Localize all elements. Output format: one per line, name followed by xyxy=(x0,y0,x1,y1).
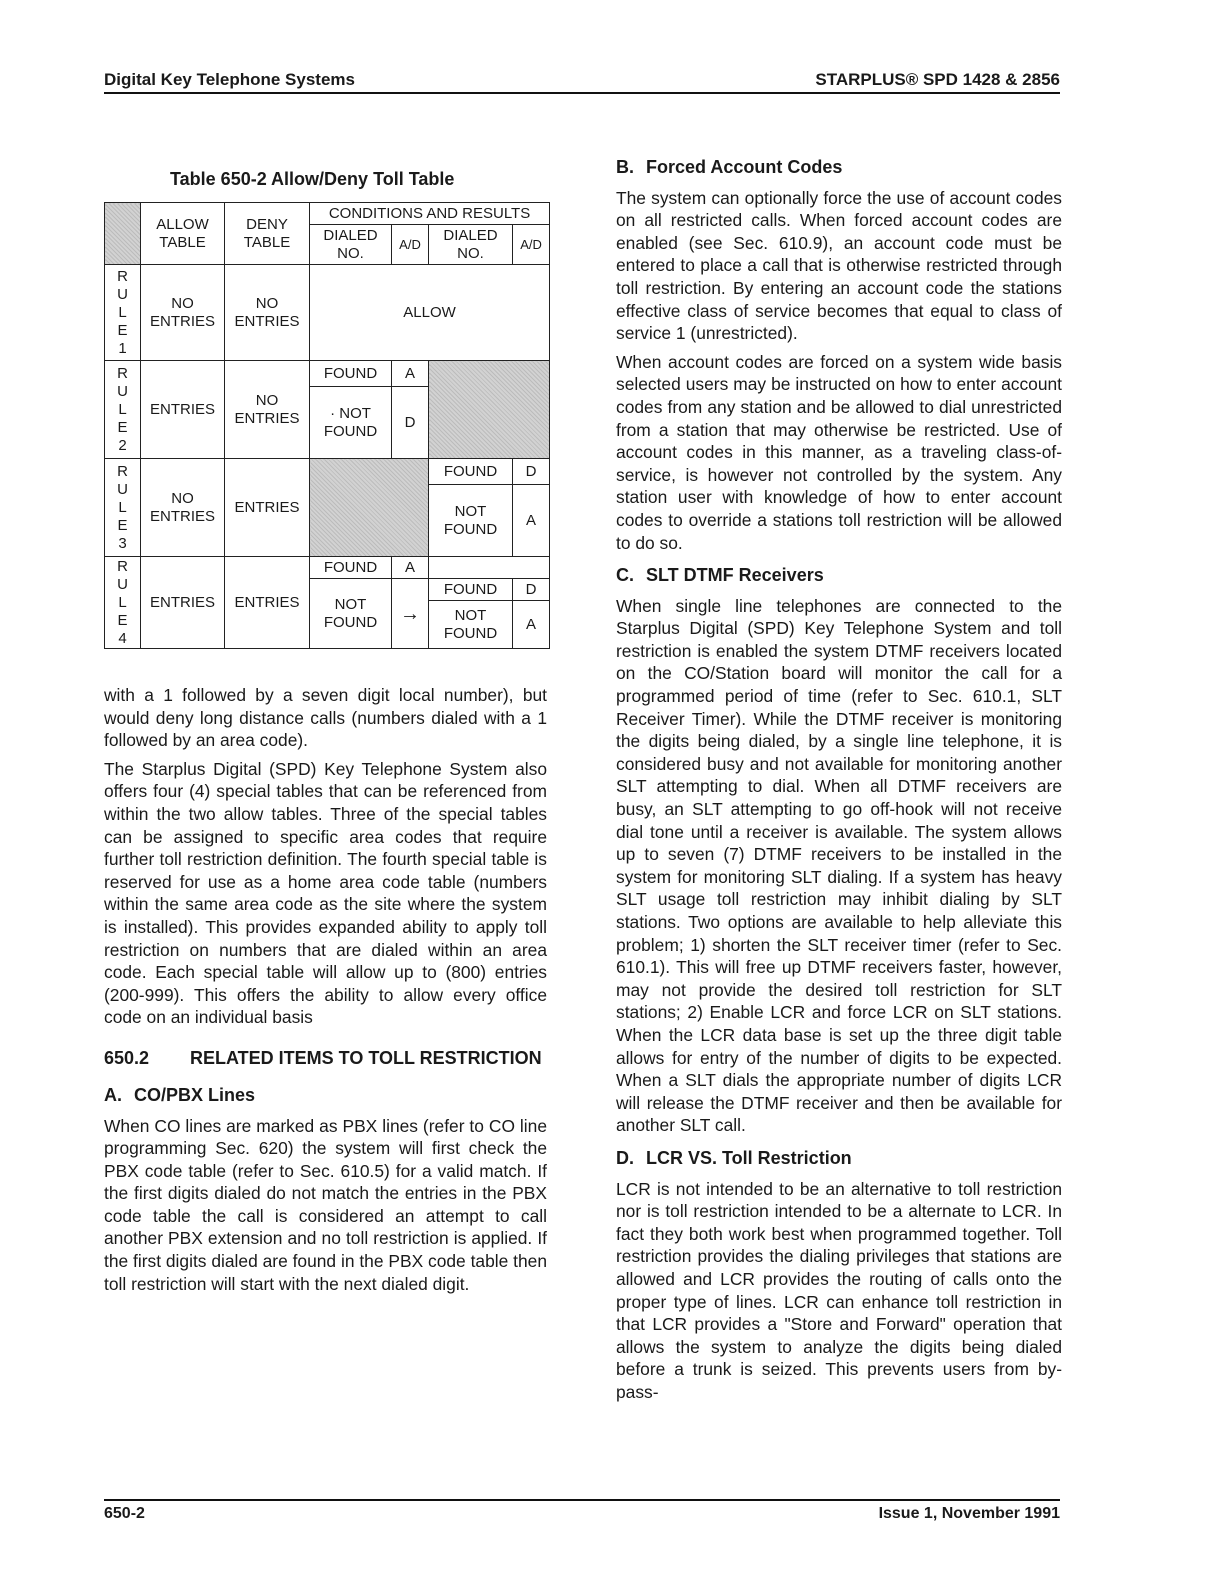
rule-3-found-d: D xyxy=(513,459,550,485)
rule-2-not-found-d: D xyxy=(392,387,429,459)
section-650-2-heading xyxy=(104,1047,547,1070)
header-product: STARPLUS® SPD 1428 & 2856 xyxy=(815,70,1060,89)
rule-2-label: R U L E 2 xyxy=(105,361,141,459)
rule-2-deny: NO ENTRIES xyxy=(225,361,310,459)
header-ad-1: A/D xyxy=(392,225,429,265)
rule-4-arrow: → xyxy=(392,579,429,649)
subsection-c-number: C. xyxy=(616,565,634,586)
right-b-paragraph-2: When account codes are forced on a system wide basis selected users may be instructed on how to enter account codes from any station and be allowed to dial unrestricted from a station that may otherwise be restricted. Use of account codes in this manner, as a traveling class-of-service, is however not controlled by the system. Any station user with knowledge of how to enter account codes to override a stations toll restriction will be allowed to do so. xyxy=(616,351,1062,553)
right-column xyxy=(616,156,1062,1409)
left-paragraph-1: with a 1 followed by a seven digit local number), but would deny long distance calls (numbers dialed with a 1 followed by an area code). xyxy=(104,685,547,751)
left-paragraph-3: When CO lines are marked as PBX lines (refer to CO line programming Sec. 620) the system will first check the PBX code table (refer to Sec. 610.5) for a valid match. If the first digits dialed do not match the entries in the PBX code table the call is considered an attempt to call another PBX extension and no toll restriction is applied. If the first digits dialed are found in the PBX code table then toll restriction will start with the next dialed digit. xyxy=(104,1115,547,1294)
header-deny-table: DENY TABLE xyxy=(225,203,310,265)
left-paragraph-2: The Starplus Digital (SPD) Key Telephone System also offers four (4) special tables that can be referenced from within the two allow tables. Three of the special tables can be assigned to specific area codes that require further toll restriction definition. The fourth special table is reserved for use as a home area code table (numbers within the same area code as the site where the system is installed). This provides expanded ability to apply toll restriction on numbers that are dialed within an area code. Each special table will allow up to (800) entries (200-999). This offers the ability to allow every office code on an individual basis xyxy=(104,758,547,1028)
subsection-c-heading xyxy=(616,564,1062,587)
rule-4-deny: ENTRIES xyxy=(225,557,310,649)
right-d-paragraph-1: LCR is not intended to be an alternative to toll restriction nor is toll restriction intended to be a alternate to LCR. In fact they both work best when programmed together. Toll restriction provides the dialing privileges that stations are allowed and LCR provides the routing of calls onto the proper type of lines. LCR can enhance toll restriction in that LCR provides a "Store and Forward" operation that allows the system to analyze the digits being dialed before a trunk is seized. This prevents users from by-pass- xyxy=(616,1178,1062,1402)
rule-4-label: R U L E 4 xyxy=(105,557,141,649)
rule-1-label: R U L E 1 xyxy=(105,265,141,361)
header-allow-table: ALLOW TABLE xyxy=(141,203,225,265)
rule-4-not-found: NOT FOUND xyxy=(310,579,392,649)
rule-3-deny: ENTRIES xyxy=(225,459,310,557)
rule-4-sub-not-found: NOT FOUND xyxy=(429,601,513,649)
header-title: Digital Key Telephone Systems xyxy=(104,70,355,89)
rule-2-allow: ENTRIES xyxy=(141,361,225,459)
right-c-paragraph-1: When single line telephones are connected to the Starplus Digital (SPD) Key Telephone System and toll restriction is enabled the system DTMF receivers located on the CO/Station board will monitor the call for a programmed period of time (refer to Sec. 610.1, SLT Receiver Timer). While the DTMF receiver is monitoring the digits being dialed, by a single line telephone, it is considered busy and not available for monitoring another SLT attempting to dial. When all DTMF receivers are busy, an SLT attempting to go off-hook will not receive dial tone until a receiver is available. The system allows up to seven (7) DTMF receivers to be installed in the system for monitoring SLT dialing. If a system has heavy SLT usage toll restriction may inhibit dialing by SLT stations. Two options are available to help alleviate this problem; 1) shorten the SLT receiver timer (refer to Sec. 610.1). This will free up DTMF receivers faster, however, may not provide the desired toll restriction for SLT stations; 2) Enable LCR and force LCR on SLT stations. When the LCR data base is set up the three digit table allows for entry of the number of digits to be expected. When a SLT dials the appropriate number of digits LCR will release the DTMF receiver and then be available for another SLT call. xyxy=(616,595,1062,1136)
rule-3-not-found-a: A xyxy=(513,485,550,557)
subsection-d-title: LCR VS. Toll Restriction xyxy=(646,1147,852,1168)
table-corner-shade xyxy=(105,203,141,265)
subsection-d-number: D. xyxy=(616,1147,634,1168)
section-number: 650.2 xyxy=(104,1047,150,1068)
subsection-b-title: Forced Account Codes xyxy=(646,157,843,177)
subsection-a-heading xyxy=(104,1084,547,1107)
rule-1-result: ALLOW xyxy=(310,265,550,361)
page-header xyxy=(104,70,1060,94)
rule-3-not-found: NOT FOUND xyxy=(429,485,513,557)
rule-1-allow: NO ENTRIES xyxy=(141,265,225,361)
rule-3-found: FOUND xyxy=(429,459,513,485)
rule-2-not-found: · NOT FOUND xyxy=(310,387,392,459)
issue-date: Issue 1, November 1991 xyxy=(878,1505,1060,1522)
rule-4-allow: ENTRIES xyxy=(141,557,225,649)
rule-4-found: FOUND xyxy=(310,557,392,579)
rule-3-label: R U L E 3 xyxy=(105,459,141,557)
allow-deny-toll-table xyxy=(104,202,550,649)
subsection-c-title: SLT DTMF Receivers xyxy=(646,565,824,586)
section-title: RELATED ITEMS TO TOLL RESTRICTION xyxy=(190,1047,542,1068)
rule-1-deny: NO ENTRIES xyxy=(225,265,310,361)
header-conditions: CONDITIONS AND RESULTS xyxy=(310,203,550,225)
subsection-a-title: CO/PBX Lines xyxy=(134,1084,256,1105)
rule-2-found: FOUND xyxy=(310,361,392,387)
subsection-b-number: B. xyxy=(616,157,634,177)
subsection-d-heading xyxy=(616,1147,1062,1170)
page-footer xyxy=(104,1499,1060,1522)
table-title: Table 650-2 Allow/Deny Toll Table xyxy=(170,169,455,189)
rule-2-found-a: A xyxy=(392,361,429,387)
rule-4-sub-found-d: D xyxy=(513,579,550,601)
rule-4-found-a: A xyxy=(392,557,429,579)
header-dialed-no-2: DIALED NO. xyxy=(429,225,513,265)
header-dialed-no-1: DIALED NO. xyxy=(310,225,392,265)
rule-4-sub-found: FOUND xyxy=(429,579,513,601)
rule-3-allow: NO ENTRIES xyxy=(141,459,225,557)
left-column xyxy=(104,684,547,1301)
rule-2-shade xyxy=(429,361,550,459)
subsection-b-heading xyxy=(616,156,1062,179)
header-ad-2: A/D xyxy=(513,225,550,265)
rule-4-sub-not-found-a: A xyxy=(513,601,550,649)
rule-4-blank xyxy=(429,557,550,579)
right-b-paragraph-1: The system can optionally force the use of account codes on all restricted calls. When forced account codes are enabled (see Sec. 610.9), an account code must be entered to place a call that is otherwise restricted through toll restriction. By entering an account code the stations effective class of service becomes that equal to class of service 1 (unrestricted). xyxy=(616,187,1062,344)
rule-3-shade xyxy=(310,459,429,557)
page-number: 650-2 xyxy=(104,1505,145,1522)
subsection-a-number: A. xyxy=(104,1084,122,1105)
